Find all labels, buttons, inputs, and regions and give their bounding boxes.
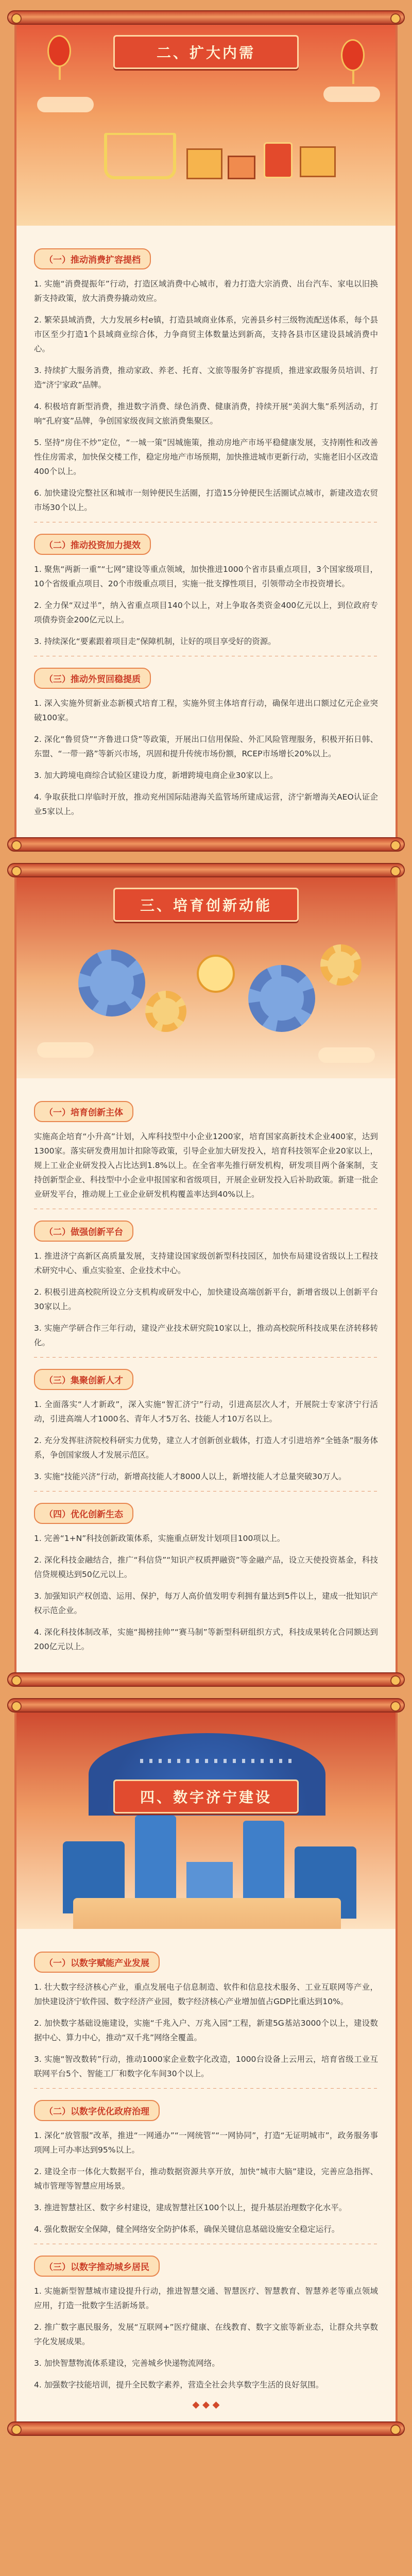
paragraph: 实施高企培育“小升高”计划，入库科技型中小企业1200家，培育国家高新技术企业400家，达到1300家。落实研发费用加计扣除等政策，引导企业加大研发投入，培育科技领军企业20家以上，规上工业企业研发投入占比达到1.8%以上。在全省率先推行研发机构，研发项目两个备案制，支持创新型企业、科技型中小企业申报国家和省级项目，开展企业研发投入后补助政策。新建一批企业研发平台，推动规上工业企业研发机构覆盖率达到40%以上。: [34, 1132, 378, 1199]
group-digital-industry: [34, 1942, 378, 2081]
scroll-rod-top: [7, 10, 405, 25]
scroll-rod-top: [7, 863, 405, 877]
divider: [34, 2088, 378, 2089]
group-innovation-entities: [34, 1092, 378, 1201]
paragraph: 3. 实施“技能兴济”行动，新增高技能人才8000人以上，新增技能人才总量突破30万人。: [34, 1472, 347, 1481]
end-mark: ◆ ◆ ◆: [192, 2399, 220, 2410]
paragraph: 2. 加快数字基础设施建设，实施“千兆入户、万兆入园”工程，新建5G基站3000个以上，建设数据中心、算力中心，推动“双千兆”网络全覆盖。: [34, 2019, 378, 2042]
paragraph: 1. 完善“1+N”科技创新政策体系，实施重点研发计划项目100项以上。: [34, 1534, 285, 1543]
paragraph: 1. 深入实施外贸新业态新模式培育工程，实施外贸主体培育行动，确保年进出口额过亿元企业突破100家。: [34, 699, 378, 722]
city-base-illustration: [73, 1898, 341, 1929]
lightbulb-icon: [197, 955, 235, 993]
paragraph: 2. 充分发挥驻济院校科研实力优势，建立人才创新创业载体，打造人才引进培养“全链条”服务体系，争创国家级人才发展示范区。: [34, 1436, 378, 1460]
shopping-bag-icon: [264, 142, 293, 178]
section-title: 三、培育创新动能: [113, 888, 299, 922]
paragraph: 2. 全力保“双过半”，纳入省重点项目140个以上，对上争取各类资金400亿元以上，到位政府专项债券资金200亿元以上。: [34, 601, 378, 624]
paragraph: 1. 壮大数字经济核心产业，重点发展电子信息制造、软件和信息技术服务、工业互联网等产业，加快建设济宁软件园、数字经济产业园，数字经济核心产业增加值占GDP比重达到10%。: [34, 1982, 378, 2006]
paragraph: 2. 推广数字惠民服务，发展“互联网+”医疗健康、在线教育、数字文旅等新业态，让群众共享数字化发展成果。: [34, 2323, 378, 2346]
group-ecosystem: [34, 1494, 378, 1654]
group-digital-living: [34, 2246, 378, 2392]
paragraph: 5. 坚持“房住不炒”定位，“一城一策”因城施策，推动房地产市场平稳健康发展，支持刚性和改善性住房需求，加快保交楼工作，稳定房地产市场预期，加快推进城市更新行动，实施老旧小区改造400个以上。: [34, 438, 378, 476]
cloud-decoration: [37, 1042, 94, 1058]
group-innovation-platforms: [34, 1211, 378, 1350]
paragraph: 4. 强化数据安全保障，健全网络安全防护体系，确保关键信息基础设施安全稳定运行。: [34, 2225, 340, 2234]
subsection-heading: （二）推动投资加力提效: [34, 534, 151, 555]
subsection-heading: （三）以数字推动城乡居民: [34, 2256, 160, 2277]
paragraph: 3. 推进智慧社区、数字乡村建设，建成智慧社区100个以上，提升基层治理数字化水平。: [34, 2203, 347, 2212]
gear-icon: [145, 991, 186, 1032]
paragraph: 6. 加快建设完整社区和城市一刻钟便民生活圈，打造15分钟便民生活圈试点城市，新建改造农贸市场30个以上。: [34, 488, 378, 512]
paragraph: 2. 繁荣县域消费，大力发展乡村e镇，打造县域商业体系，完善县乡村三级物流配送体系，每个县市区至少打造1个县域商业综合体，力争商贸主体数量达到新高，支持各县市区建设县域消费中心。: [34, 315, 378, 353]
paragraph: 1. 聚焦“两新一重”“七网”建设等重点领域，加快推进1000个省市县重点项目，3个国家级项目，10个省级重点项目、20个市级重点项目，实施一批支撑性项目，引领带动全市投资增长。: [34, 565, 378, 588]
paragraph: 3. 实施“智改数转”行动，推动1000家企业数字化改造，1000台设备上云用云，培育省级工业互联网平台5个、智能工厂和数字化车间30个以上。: [34, 2055, 378, 2078]
paragraph: 4. 深化科技体制改革，实施“揭榜挂帅”“赛马制”等新型科研组织方式，科技成果转化合同额达到200亿元以上。: [34, 1628, 378, 1651]
shopping-cart-icon: [104, 133, 176, 179]
section-content: [16, 1929, 396, 2410]
paragraph: 2. 深化“鲁贸贷”“齐鲁进口贷”等政策，开展出口信用保险、外汇风险管理服务，积极开拓日韩、东盟、“一带一路”等新兴市场，巩固和提升传统市场份额，RCEP市场增长20%以上。: [34, 735, 378, 758]
divider: [34, 1357, 378, 1358]
paragraph: 4. 积极培育新型消费，推进数字消费、绿色消费、健康消费，持续开展“美润大集”系列活动，打响“孔府宴”品牌，争创国家级夜间文旅消费集聚区。: [34, 402, 378, 426]
subsection-heading: （一）培育创新主体: [34, 1101, 133, 1122]
scroll-rod-bottom: [7, 2421, 405, 2436]
subsection-heading: （二）以数字优化政府治理: [34, 2100, 160, 2121]
subsection-heading: （一）以数字赋能产业发展: [34, 1952, 160, 1973]
package-icon: [300, 146, 336, 177]
gift-box-icon: [228, 156, 255, 179]
section-title: 二、扩大内需: [113, 35, 299, 69]
scroll-rod-bottom: [7, 837, 405, 852]
paragraph: 3. 加大跨境电商综合试验区建设力度，新增跨境电商企业30家以上。: [34, 771, 278, 780]
paragraph: 1. 实施“消费提振年”行动，打造区域消费中心城市，着力打造大宗消费、出台汽车、家电以旧换新支持政策，放大消费券撬动效应。: [34, 279, 378, 303]
section-content: [16, 226, 396, 819]
scroll-paper: [14, 877, 398, 1672]
group-consumption: [34, 239, 378, 515]
cloud-decoration: [323, 87, 380, 102]
hero-illustration-innovation: [16, 877, 396, 1078]
group-talent: [34, 1360, 378, 1484]
group-investment: [34, 524, 378, 649]
section-scroll-digital: [10, 1698, 402, 2436]
section-content: [16, 1078, 396, 1654]
section-scroll-innovation: [10, 863, 402, 1687]
section-scroll-expand-demand: [10, 10, 402, 852]
paragraph: 1. 深化“放管服”改革，推进“一网通办”“一网统管”“一网协同”，打造“无证明城市”，政务服务事项网上可办率达到95%以上。: [34, 2131, 378, 2155]
subsection-heading: （三）推动外贸回稳提质: [34, 668, 151, 689]
paragraph: 2. 深化科技金融结合，推广“科信贷”“知识产权质押融资”等金融产品，设立天使投资基金，科技信贷规模达到50亿元以上。: [34, 1555, 378, 1579]
hero-illustration-digital-city: [16, 1713, 396, 1929]
paragraph: 2. 建设全市一体化大数据平台，推动数据资源共享开放，加快“城市大脑”建设，完善应急指挥、城市管理等智慧应用场景。: [34, 2167, 378, 2191]
paragraph: 3. 持续扩大服务消费，推动家政、养老、托育、文旅等服务扩容提质，推进家政服务员培训、打造“济宁家政”品牌。: [34, 366, 378, 389]
paragraph: 1. 实施新型智慧城市建设提升行动，推进智慧交通、智慧医疗、智慧教育、智慧养老等重点领域应用，打造一批数字生活新场景。: [34, 2286, 378, 2310]
paragraph: 1. 全面落实“人才新政”，深入实施“智汇济宁”行动，引进高层次人才，开展院士专家济宁行活动，引进高端人才1000名、青年人才5万名、技能人才10万名以上。: [34, 1400, 378, 1423]
paragraph: 1. 推进济宁高新区高质量发展，支持建设国家级创新型科技园区，加快布局建设省级以上工程技术研究中心、重点实验室、企业技术中心。: [34, 1251, 378, 1275]
paragraph: 4. 争取获批口岸临时开放，推动兖州国际陆港海关监管场所建成运营，济宁新增海关AEO认证企业5家以上。: [34, 792, 378, 816]
section-title: 四、数字济宁建设: [113, 1780, 299, 1814]
lantern-icon: [47, 35, 71, 67]
lantern-icon: [341, 39, 365, 71]
scroll-rod-top: [7, 1698, 405, 1713]
divider: [34, 1491, 378, 1492]
paragraph: 2. 积极引进高校院所设立分支机构或研发中心，加快建设高端创新平台，新增省级以上创新平台30家以上。: [34, 1287, 378, 1311]
subsection-heading: （四）优化创新生态: [34, 1503, 133, 1524]
paragraph: 3. 实施产学研合作三年行动，建设产业技术研究院10家以上，推动高校院所科技成果在济转移转化。: [34, 1324, 378, 1347]
paragraph: 4. 加强数字技能培训，提升全民数字素养，营造全社会共享数字生活的良好氛围。: [34, 2380, 324, 2389]
gear-icon: [320, 944, 362, 986]
scroll-paper: [14, 25, 398, 837]
subsection-heading: （一）推动消费扩容提档: [34, 248, 151, 269]
scroll-paper: [14, 1713, 398, 2421]
subsection-heading: （二）做强创新平台: [34, 1221, 133, 1242]
hero-illustration-shopping: [16, 25, 396, 226]
group-foreign-trade: [34, 658, 378, 819]
data-stream-decoration: [140, 1759, 295, 1763]
scroll-rod-bottom: [7, 1672, 405, 1687]
group-digital-governance: [34, 2091, 378, 2236]
gift-box-icon: [186, 148, 222, 179]
subsection-heading: （三）集聚创新人才: [34, 1369, 133, 1390]
paragraph: 3. 加快智慧物流体系建设，完善城乡快递物流网络。: [34, 2359, 220, 2368]
cloud-decoration: [37, 97, 94, 112]
cloud-decoration: [318, 1047, 375, 1063]
gear-icon: [248, 965, 315, 1032]
paragraph: 3. 加强知识产权创造、运用、保护，每万人高价值发明专利拥有量达到5件以上，建成一批知识产权示范企业。: [34, 1591, 378, 1615]
paragraph: 3. 持续深化“要素跟着项目走”保障机制，让好的项目享受好的资源。: [34, 637, 276, 646]
gear-icon: [78, 950, 145, 1016]
